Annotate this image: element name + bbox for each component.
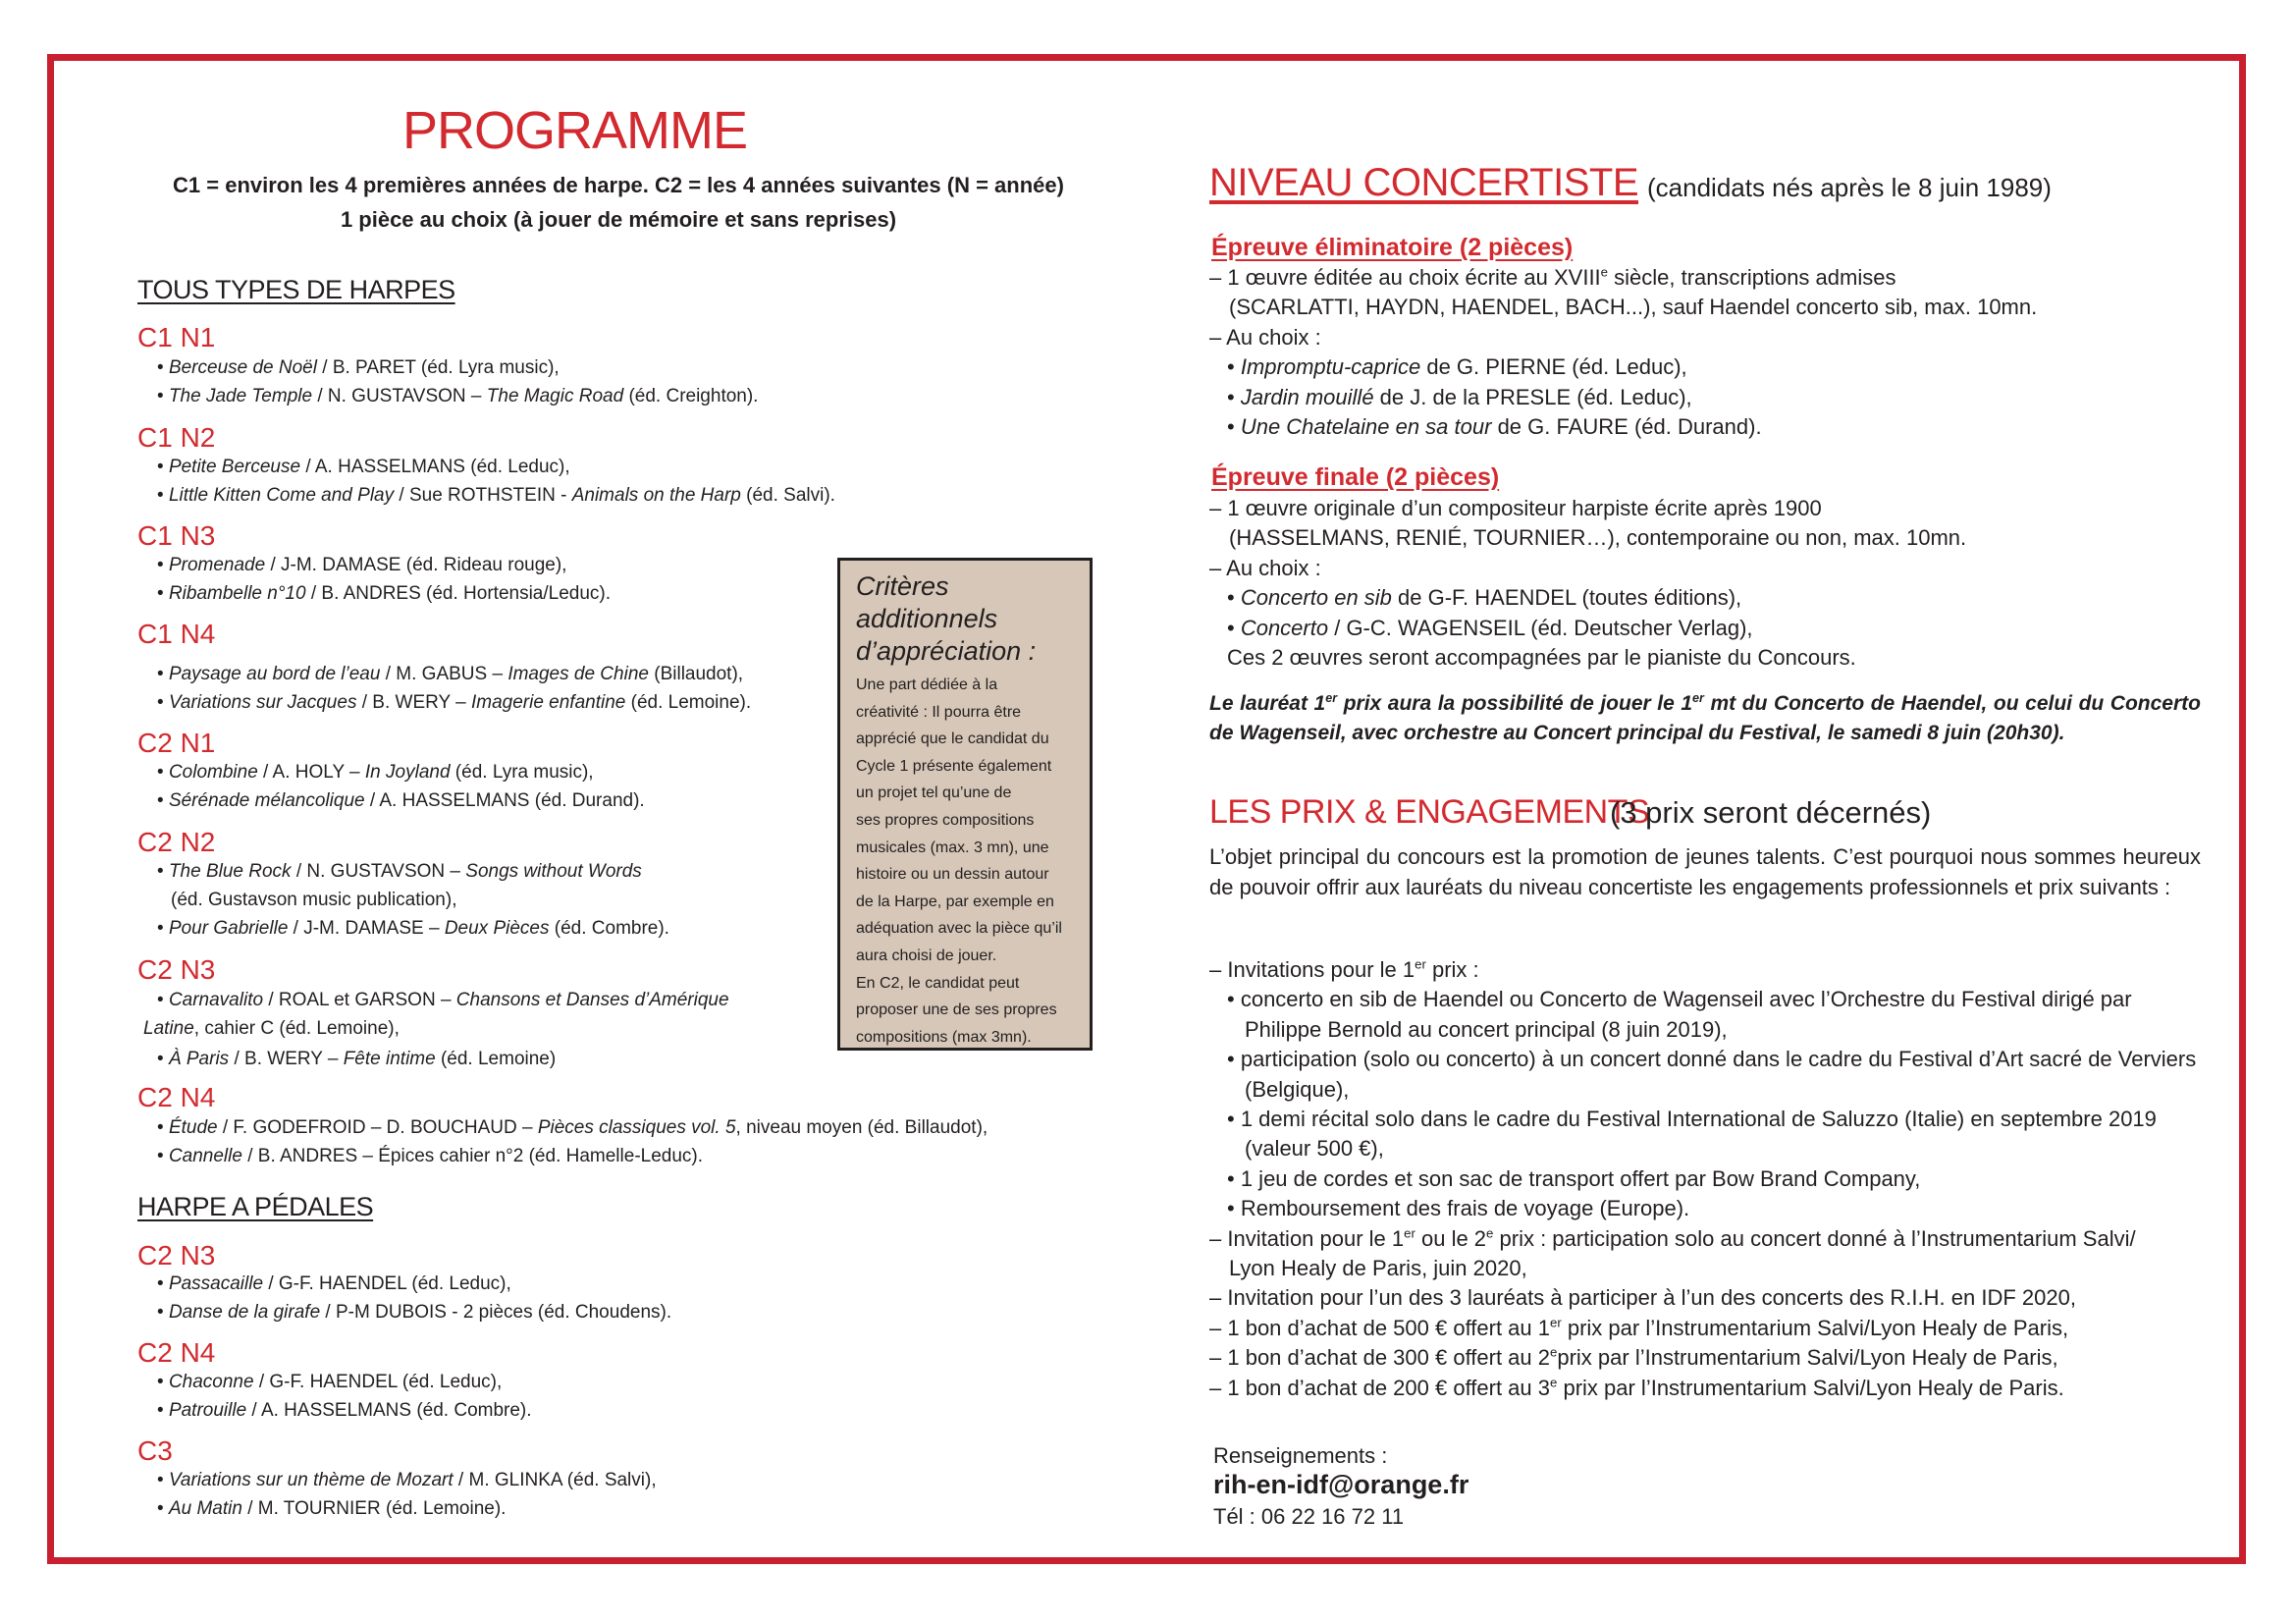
list-item: • Remboursement des frais de voyage (Europe). <box>1209 1194 2196 1223</box>
piece-item: • Variations sur un thème de Mozart / M. GLINKA (éd. Salvi), <box>157 1466 657 1494</box>
piece-item: • The Jade Temple / N. GUSTAVSON – The Magic Road (éd. Creighton). <box>157 382 758 410</box>
prix-intro: L’objet principal du concours est la promotion de jeunes talents. C’est pourquoi nous sommes heureux de pouvoir offrir aux lauréats du niveau concertiste les engagements professionnels et prix suivants : <box>1209 844 2201 899</box>
piece-list <box>157 1368 532 1425</box>
list-item: (HASSELMANS, RENIÉ, TOURNIER…), contemporaine ou non, max. 10mn. <box>1229 525 1967 551</box>
list-item: – Invitation pour l’un des 3 lauréats à participer à l’un des concerts des R.I.H. en IDF 2020, <box>1209 1283 2196 1313</box>
niveau-title: NIVEAU CONCERTISTE <box>1209 161 1638 204</box>
finale-heading: Épreuve finale (2 pièces) <box>1211 463 1500 491</box>
eliminatoire-heading: Épreuve éliminatoire (2 pièces) <box>1211 234 1574 261</box>
piece-item: • Petite Berceuse / A. HASSELMANS (éd. Leduc), <box>157 453 835 481</box>
piece-item: • À Paris / B. WERY – Fête intime (éd. Lemoine) <box>157 1045 729 1073</box>
piece-item: • Paysage au bord de l’eau / M. GABUS – Images de Chine (Billaudot), <box>157 660 751 688</box>
laureat-note: Le lauréat 1er prix aura la possibilité de jouer le 1er mt du Concerto de Haendel, ou celui du Concerto de Wagenseil, avec orchestre au Concert principal du Festival, le samedi 8 juin (20h30). <box>1209 691 2201 744</box>
contact-email-link[interactable]: rih-en-idf@orange.fr <box>1213 1470 1469 1499</box>
eliminatoire-list <box>1209 263 2037 442</box>
piece-list <box>157 1466 657 1523</box>
piece-item: • Pour Gabrielle / J-M. DAMASE – Deux Pièces (éd. Combre). <box>157 914 669 943</box>
list-item: • Une Chatelaine en sa tour de G. FAURE (éd. Durand). <box>1209 412 2037 442</box>
level-label: C1 N3 <box>137 520 216 551</box>
prix-list <box>1209 955 2196 1403</box>
piece-item: • Danse de la girafe / P-M DUBOIS - 2 pièces (éd. Choudens). <box>157 1298 671 1326</box>
level-label: C1 N2 <box>137 422 216 453</box>
list-item: • participation (solo ou concerto) à un concert donné dans le cadre du Festival d’Art sacré de Verviers <box>1209 1045 2196 1074</box>
list-item: (valeur 500 €), <box>1245 1136 1384 1162</box>
piece-item: • Sérénade mélancolique / A. HASSELMANS (éd. Durand). <box>157 786 645 815</box>
list-item: – 1 bon d’achat de 200 € offert au 3e prix par l’Instrumentarium Salvi/Lyon Healy de Paris. <box>1209 1374 2196 1403</box>
list-item: Lyon Healy de Paris, juin 2020, <box>1229 1256 1527 1281</box>
piece-item: • Patrouille / A. HASSELMANS (éd. Combre). <box>157 1396 532 1425</box>
piece-item: • Passacaille / G-F. HAENDEL (éd. Leduc), <box>157 1270 671 1298</box>
piece-list <box>157 353 758 410</box>
piece-item: • Promenade / J-M. DAMASE (éd. Rideau rouge), <box>157 551 611 579</box>
level-label: C2 N4 <box>137 1082 216 1112</box>
list-item: – Invitation pour le 1er ou le 2e prix : participation solo au concert donné à l’Instrumentarium Salvi/ <box>1209 1224 2196 1254</box>
level-label: C2 N1 <box>137 728 216 758</box>
list-item: (Belgique), <box>1245 1076 1350 1102</box>
list-item: • Jardin mouillé de J. de la PRESLE (éd. Leduc), <box>1209 383 2037 412</box>
list-item: Philippe Bernold au concert principal (8 juin 2019), <box>1245 1016 1728 1042</box>
list-item: – 1 œuvre originale d’un compositeur harpiste écrite après 1900 <box>1209 494 1966 523</box>
criteria-title: Critères additionnels d’appréciation : <box>856 571 1037 666</box>
list-item: • Concerto en sib de G-F. HAENDEL (toutes éditions), <box>1209 583 1966 613</box>
piece-item: • Étude / F. GODEFROID – D. BOUCHAUD – Pièces classiques vol. 5, niveau moyen (éd. Billaudot), <box>157 1113 988 1142</box>
piece-list <box>157 1113 988 1170</box>
list-item: – 1 œuvre éditée au choix écrite au XVIIIe siècle, transcriptions admises <box>1209 263 2037 293</box>
piece-list <box>143 986 729 1073</box>
list-item: – Au choix : <box>1209 323 2037 352</box>
list-item: • concerto en sib de Haendel ou Concerto de Wagenseil avec l’Orchestre du Festival dirigé par <box>1209 985 2196 1014</box>
criteria-text: Une part dédiée à la créativité : Il pourra être apprécié que le candidat du Cycle 1 présente également un projet tel qu’une de ses propres compositions musicales (max. 3 mn), une histoire ou un dessin autour de la Harpe, par exemple en adéquation avec la pièce qu’il aura choisi de jouer. En C2, le candidat peut proposer une de ses propres compositions (max 3mn). <box>856 676 1062 1046</box>
list-item: • 1 jeu de cordes et son sac de transport offert par Bow Brand Company, <box>1209 1164 2196 1194</box>
level-label: C1 N4 <box>137 619 216 649</box>
piece-item: • Carnavalito / ROAL et GARSON – Chansons et Danses d’Amérique Latine, cahier C (éd. Lemoine), <box>157 986 729 1043</box>
level-label: C2 N2 <box>137 827 216 857</box>
piece-list <box>157 1270 671 1326</box>
contact-label: Renseignements : <box>1213 1443 1388 1468</box>
piece-item: • Cannelle / B. ANDRES – Épices cahier n°2 (éd. Hamelle-Leduc). <box>157 1142 988 1170</box>
list-item: – Invitations pour le 1er prix : <box>1209 955 2196 985</box>
list-item: (SCARLATTI, HAYDN, HAENDEL, BACH...), sauf Haendel concerto sib, max. 10mn. <box>1229 295 2038 320</box>
programme-intro-line1: C1 = environ les 4 premières années de harpe. C2 = les 4 années suivantes (N = année) <box>173 173 1064 197</box>
piece-item: • Ribambelle n°10 / B. ANDRES (éd. Hortensia/Leduc). <box>157 579 611 608</box>
prix-title: LES PRIX & ENGAGEMENTS <box>1209 793 1650 831</box>
piece-list <box>157 758 645 815</box>
piece-item: • Variations sur Jacques / B. WERY – Imagerie enfantine (éd. Lemoine). <box>157 688 751 717</box>
programme-intro-line2: 1 pièce au choix (à jouer de mémoire et sans reprises) <box>340 207 897 232</box>
piece-item: • Chaconne / G-F. HAENDEL (éd. Leduc), <box>157 1368 532 1396</box>
list-item: • Impromptu-caprice de G. PIERNE (éd. Leduc), <box>1209 352 2037 382</box>
piece-item: • Colombine / A. HOLY – In Joyland (éd. Lyra music), <box>157 758 645 786</box>
piece-item: • Little Kitten Come and Play / Sue ROTHSTEIN - Animals on the Harp (éd. Salvi). <box>157 481 835 510</box>
piece-list <box>157 551 611 608</box>
piece-item: • The Blue Rock / N. GUSTAVSON – Songs without Words (éd. Gustavson music publication), <box>157 857 669 914</box>
finale-list <box>1209 494 1966 673</box>
piece-list <box>157 453 835 510</box>
piece-list <box>157 660 751 717</box>
list-item: – Au choix : <box>1209 554 1966 583</box>
level-label: C2 N4 <box>137 1337 216 1368</box>
level-label: C1 N1 <box>137 322 216 352</box>
tous-types-heading: TOUS TYPES DE HARPES <box>137 275 455 304</box>
list-item: – 1 bon d’achat de 500 € offert au 1er prix par l’Instrumentarium Salvi/Lyon Healy de Paris, <box>1209 1314 2196 1343</box>
programme-title: PROGRAMME <box>402 101 748 160</box>
criteria-box <box>837 558 1093 1051</box>
piece-item: • Au Matin / M. TOURNIER (éd. Lemoine). <box>157 1494 657 1523</box>
niveau-subtitle: (candidats nés après le 8 juin 1989) <box>1647 173 2052 202</box>
piece-item: • Berceuse de Noël / B. PARET (éd. Lyra music), <box>157 353 758 382</box>
list-item: • Concerto / G-C. WAGENSEIL (éd. Deutscher Verlag), <box>1209 614 1966 643</box>
level-label: C2 N3 <box>137 954 216 985</box>
level-label: C3 <box>137 1435 173 1466</box>
piece-list <box>157 857 669 943</box>
prix-subtitle: (3 prix seront décernés) <box>1610 795 1932 830</box>
level-label: C2 N3 <box>137 1240 216 1271</box>
list-item: Ces 2 œuvres seront accompagnées par le pianiste du Concours. <box>1227 645 1856 671</box>
list-item: – 1 bon d’achat de 300 € offert au 2eprix par l’Instrumentarium Salvi/Lyon Healy de Paris, <box>1209 1343 2196 1373</box>
contact-phone: Tél : 06 22 16 72 11 <box>1213 1504 1405 1529</box>
list-item: • 1 demi récital solo dans le cadre du Festival International de Saluzzo (Italie) en septembre 2019 <box>1209 1105 2196 1134</box>
pedales-heading: HARPE A PÉDALES <box>137 1192 374 1221</box>
